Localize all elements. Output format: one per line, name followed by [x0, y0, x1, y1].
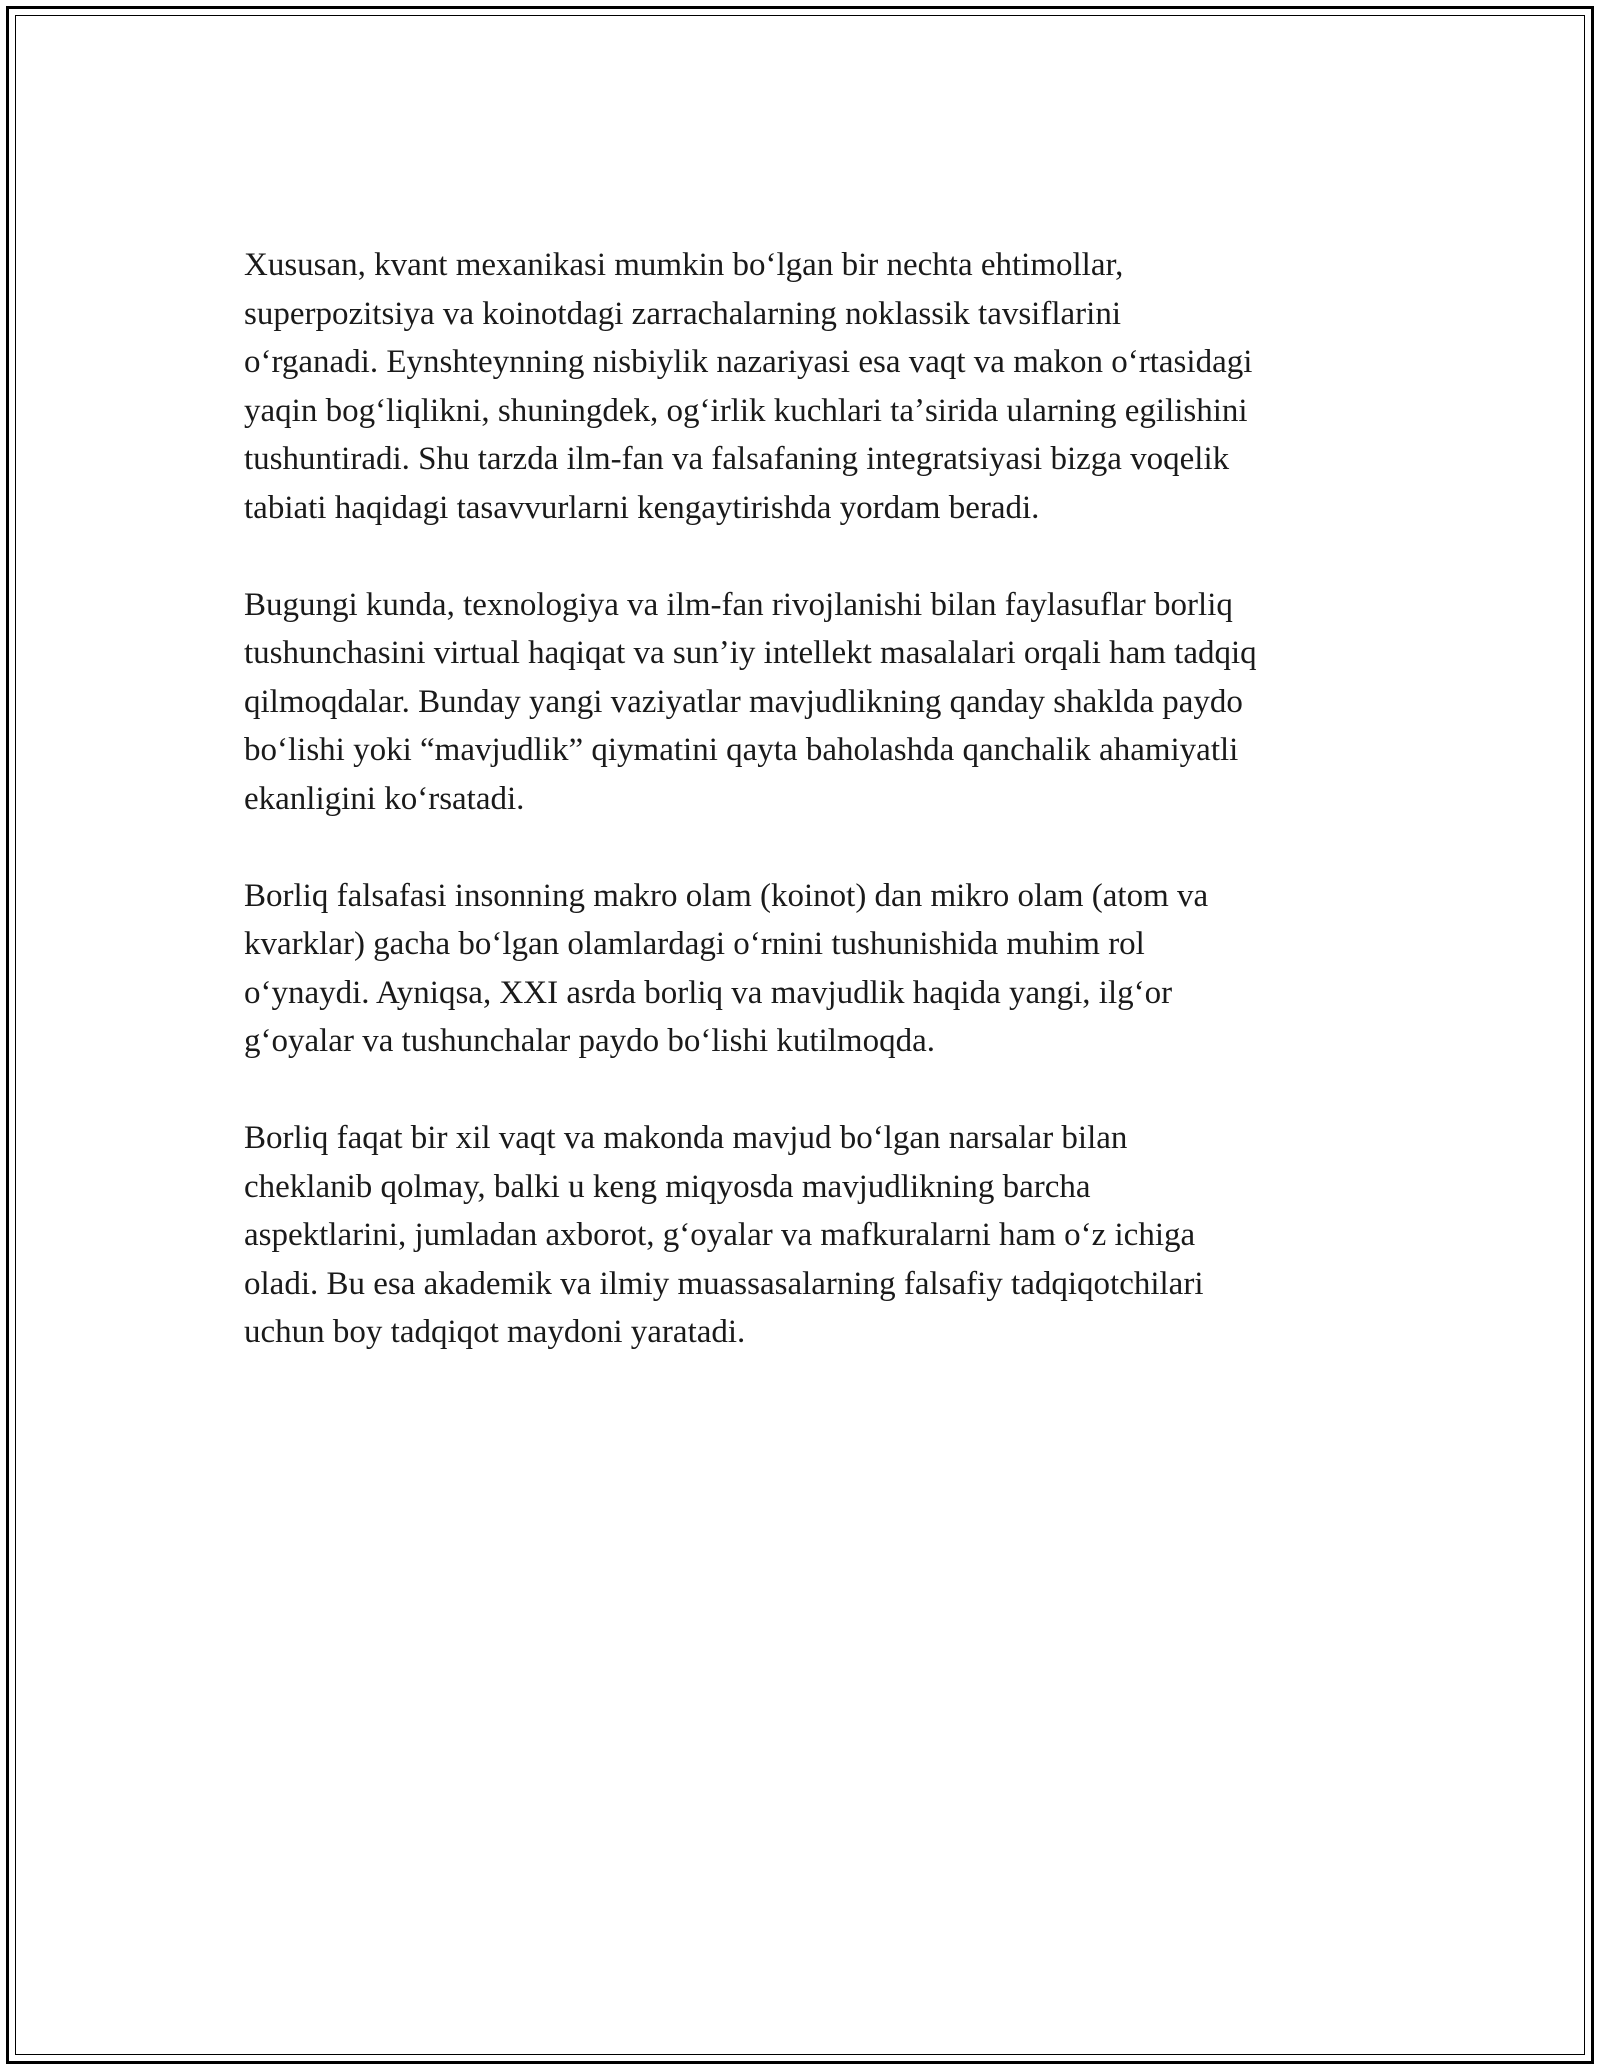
text-line: cheklanib qolmay, balki u keng miqyosda mavjudlikning barcha — [244, 1168, 1091, 1205]
text-line: oʻrganadi. Eynshteynning nisbiylik nazariyasi esa vaqt va makon oʻrtasidagi — [244, 344, 1253, 381]
text-line: oʻynaydi. Ayniqsa, XXI asrda borliq va mavjudlik haqida yangi, ilgʻor — [244, 974, 1173, 1011]
document-body — [244, 241, 1434, 1405]
text-line: aspektlarini, jumladan axborot, gʻoyalar va mafkuralarni ham oʻz ichiga — [244, 1217, 1196, 1254]
text-line: kvarklar) gacha boʻlgan olamlardagi oʻrnini tushunishida muhim rol — [244, 926, 1145, 963]
text-line: uchun boy tadqiqot maydoni yaratadi. — [244, 1314, 746, 1351]
text-line: tabiati haqidagi tasavvurlarni kengaytirishda yordam beradi. — [244, 489, 1040, 526]
text-line: gʻoyalar va tushunchalar paydo boʻlishi kutilmoqda. — [244, 1023, 936, 1060]
text-line: Xususan, kvant mexanikasi mumkin boʻlgan bir nechta ehtimollar, — [244, 247, 1124, 283]
text-line: superpozitsiya va koinotdagi zarrachalarning noklassik tavsiflarini — [244, 295, 1121, 332]
text-line: Bugungi kunda, texnologiya va ilm-fan rivojlanishi bilan faylasuflar borliq — [244, 586, 1233, 623]
page-border — [6, 6, 1594, 2064]
text-line: boʻlishi yoki “mavjudlik” qiymatini qayta baholashda qanchalik ahamiyatli — [244, 732, 1239, 769]
paragraph-3 — [244, 872, 1434, 1066]
paragraph-4 — [244, 1114, 1434, 1357]
text-line: tushuntiradi. Shu tarzda ilm-fan va falsafaning integratsiyasi bizga voqelik — [244, 441, 1230, 478]
text-line: qilmoqdalar. Bunday yangi vaziyatlar mavjudlikning qanday shaklda paydo — [244, 683, 1243, 720]
text-line: Borliq falsafasi insonning makro olam (koinot) dan mikro olam (atom va — [244, 877, 1209, 914]
text-line: ekanligini koʻrsatadi. — [244, 780, 525, 817]
text-line: yaqin bogʻliqlikni, shuningdek, ogʻirlik kuchlari taʼsirida ularning egilishini — [244, 392, 1248, 429]
text-line: Borliq faqat bir xil vaqt va makonda mavjud boʻlgan narsalar bilan — [244, 1119, 1128, 1156]
text-line: tushunchasini virtual haqiqat va sunʼiy intellekt masalalari orqali ham tadqiq — [244, 635, 1257, 672]
text-line: oladi. Bu esa akademik va ilmiy muassasalarning falsafiy tadqiqotchilari — [244, 1265, 1204, 1302]
paragraph-1 — [244, 241, 1434, 533]
paragraph-2 — [244, 581, 1434, 824]
